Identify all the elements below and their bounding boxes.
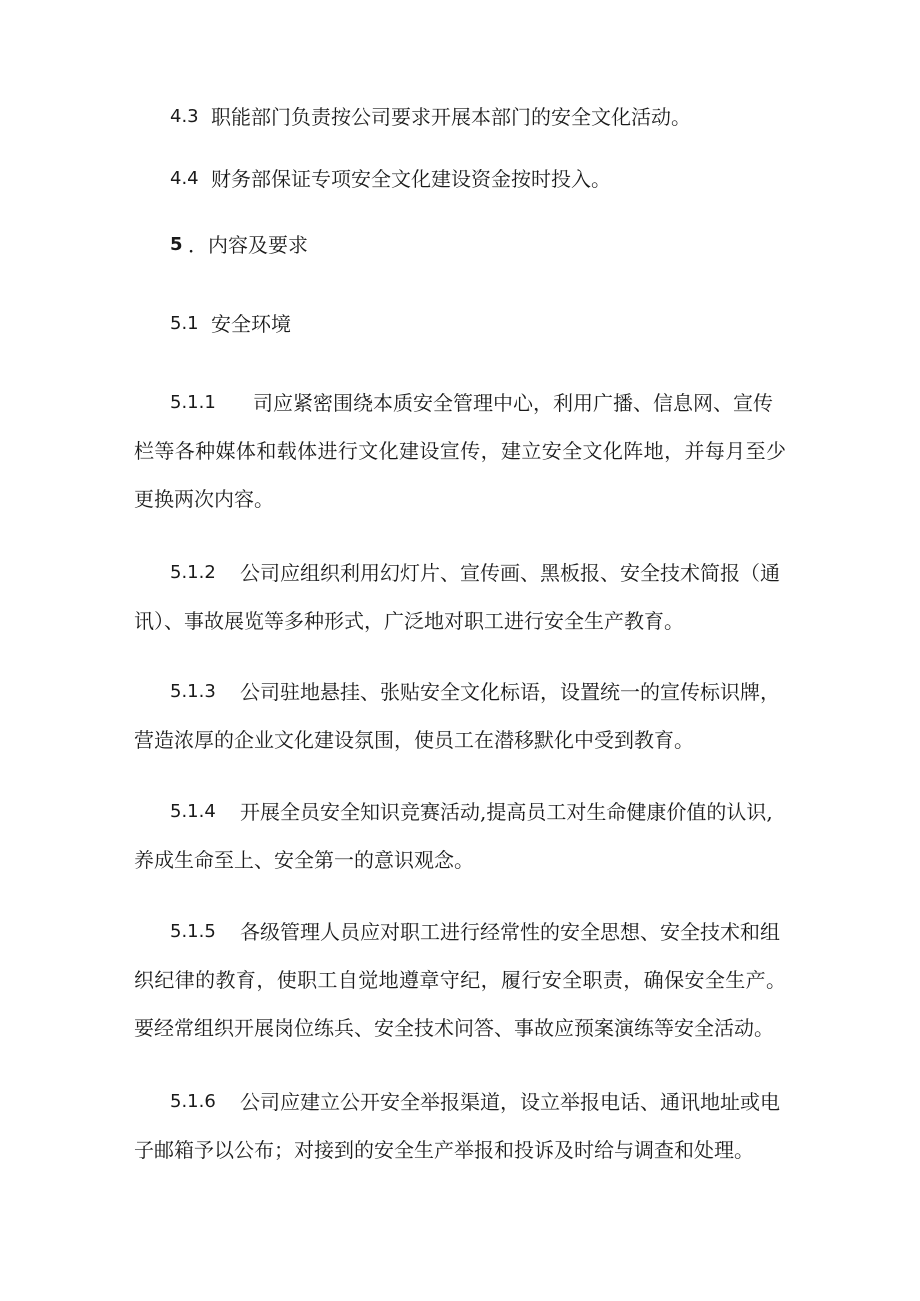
clause-text-line: 公司应组织利用幻灯片、宣传画、黑板报、安全技术简报（通 xyxy=(240,561,780,585)
clause-text-line: 更换两次内容。 xyxy=(134,487,274,511)
subsection-number: 5.1 xyxy=(170,313,199,334)
clause-number: 5.1.3 xyxy=(170,681,216,702)
clause-text-line: 子邮箱予以公布；对接到的安全生产举报和投诉及时给与调查和处理。 xyxy=(134,1138,754,1162)
clause-text-line: 要经常组织开展岗位练兵、安全技术问答、事故应预案演练等安全活动。 xyxy=(134,1016,774,1040)
clause-number: 5.1.2 xyxy=(170,562,216,583)
clause-text-line: 公司驻地悬挂、张贴安全文化标语，设置统一的宣传标识牌， xyxy=(240,680,780,704)
clause-text-line: 栏等各种媒体和载体进行文化建设宣传，建立安全文化阵地，并每月至少 xyxy=(134,439,786,463)
clause-number: 4.4 xyxy=(170,168,199,189)
clause-number: 5.1.4 xyxy=(170,801,216,822)
clause-text: 职能部门负责按公司要求开展本部门的安全文化活动。 xyxy=(211,105,691,129)
clause-number: 5.1.1 xyxy=(170,392,216,413)
clause-text-line: 养成生命至上、安全第一的意识观念。 xyxy=(134,848,474,872)
clause-text-line: 营造浓厚的企业文化建设氛围，使员工在潜移默化中受到教育。 xyxy=(134,728,694,752)
clause-number: 4.3 xyxy=(170,106,199,127)
subsection-title: 安全环境 xyxy=(211,312,291,336)
clause-text-line: 各级管理人员应对职工进行经常性的安全思想、安全技术和组 xyxy=(240,920,780,944)
clause-text-line: 公司应建立公开安全举报渠道，设立举报电话、通讯地址或电 xyxy=(240,1090,780,1114)
clause-text-line: 织纪律的教育，使职工自觉地遵章守纪，履行安全职责，确保安全生产。 xyxy=(134,968,786,992)
clause-text-line: 讯）、事故展览等多种形式，广泛地对职工进行安全生产教育。 xyxy=(134,609,684,633)
clause-text-line: 开展全员安全知识竞赛活动,提高员工对生命健康价值的认识, xyxy=(240,800,773,824)
section-number: 5 xyxy=(170,234,183,255)
clause-text: 财务部保证专项安全文化建设资金按时投入。 xyxy=(211,167,611,191)
section-title: ．内容及要求 xyxy=(188,233,308,257)
clause-text-line: 司应紧密围绕本质安全管理中心，利用广播、信息网、宣传 xyxy=(253,391,773,415)
clause-number: 5.1.6 xyxy=(170,1091,216,1112)
clause-number: 5.1.5 xyxy=(170,921,216,942)
